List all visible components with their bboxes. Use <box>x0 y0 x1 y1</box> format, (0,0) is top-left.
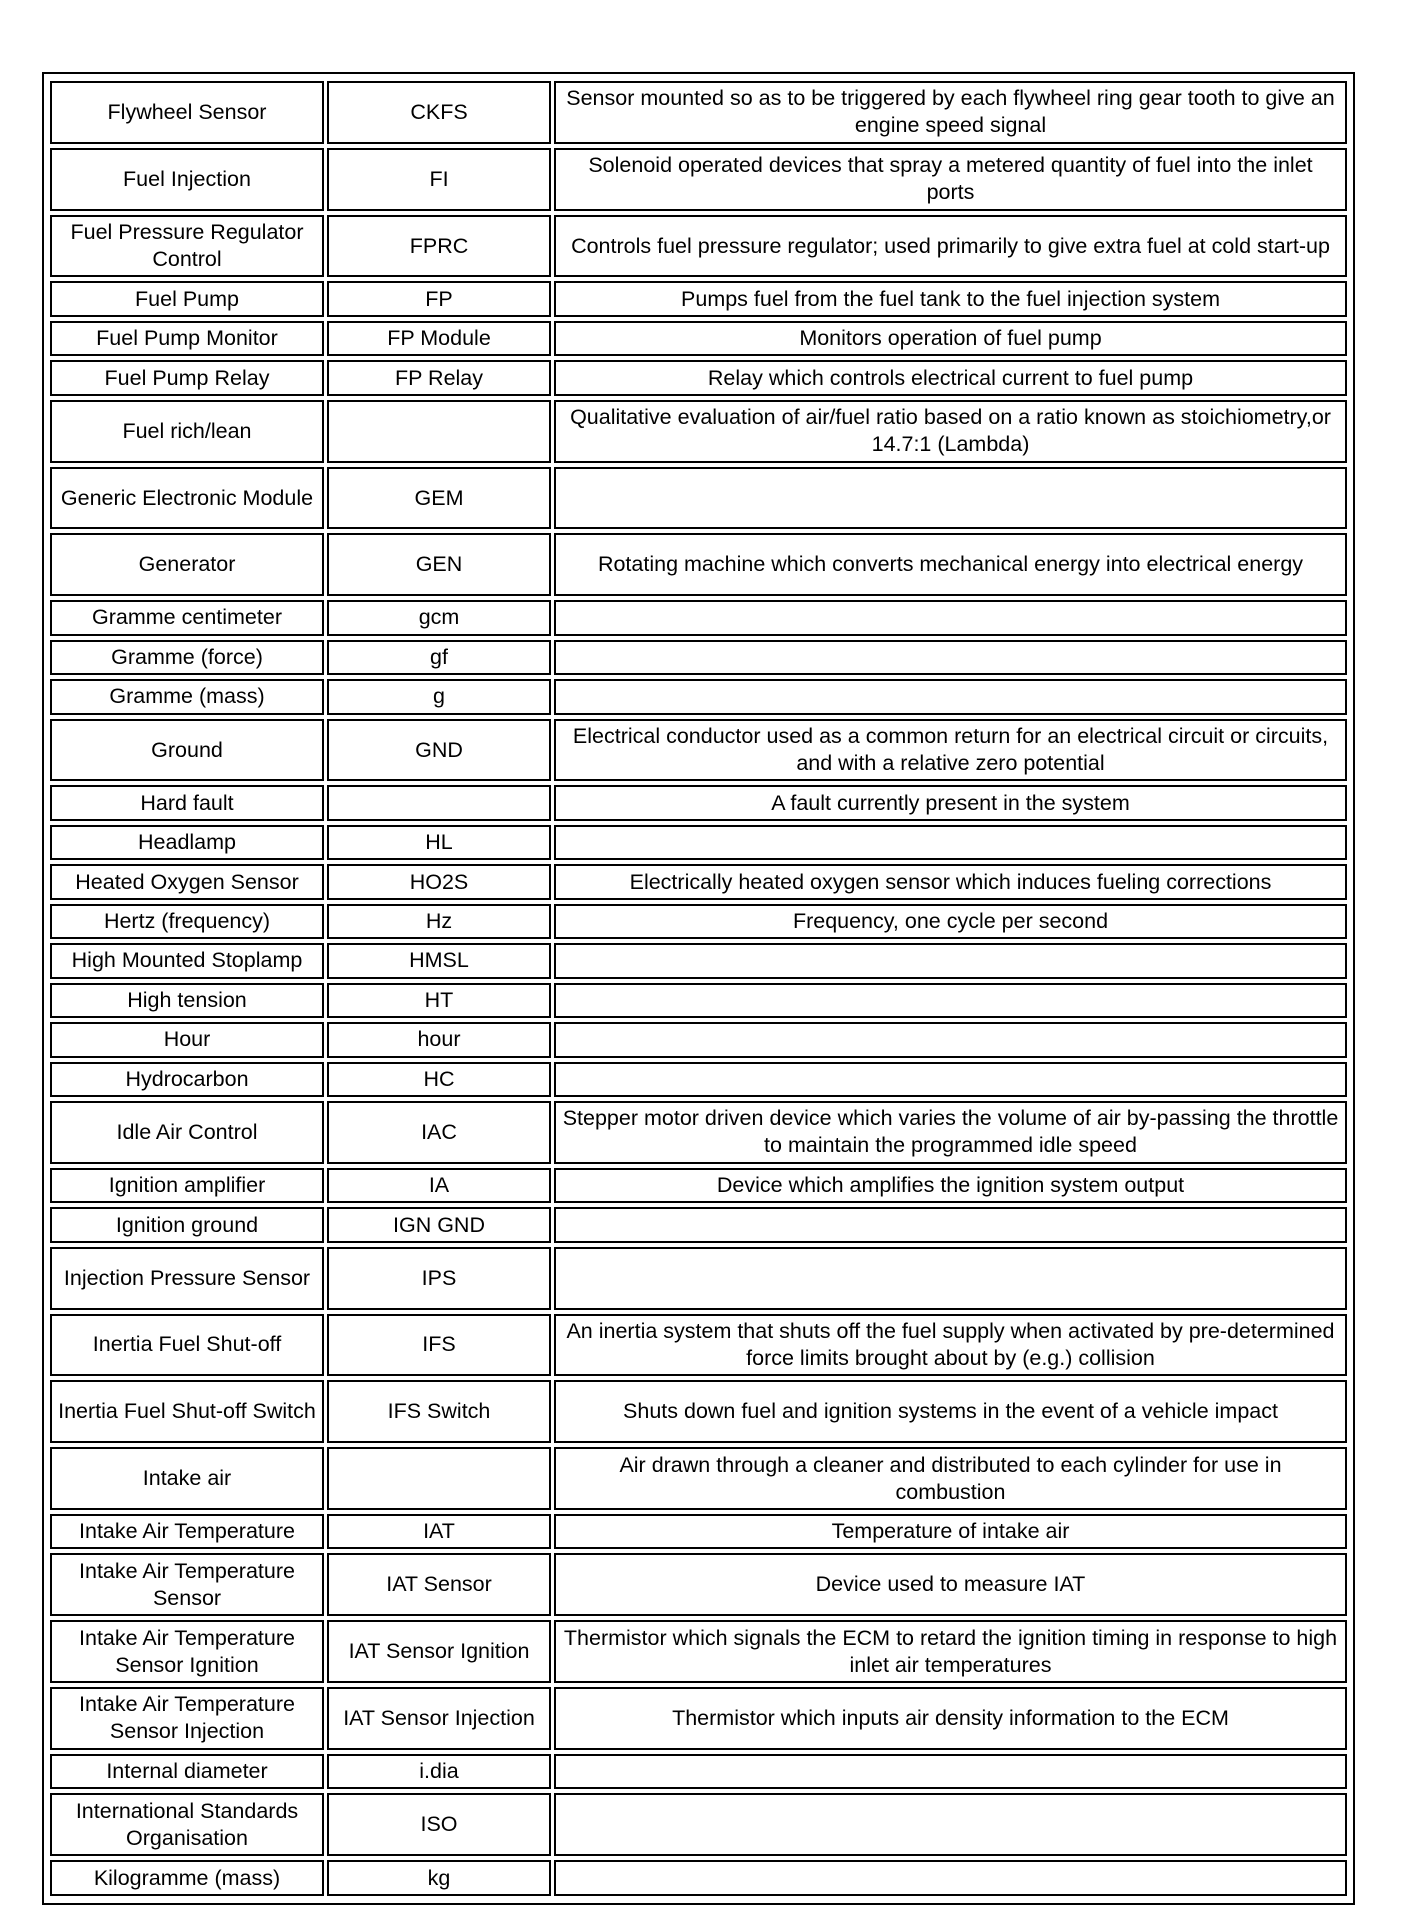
description-cell <box>554 1022 1347 1057</box>
description-cell <box>554 1793 1347 1856</box>
term-cell: Ignition amplifier <box>50 1168 324 1203</box>
description-cell: Device used to measure IAT <box>554 1553 1347 1616</box>
description-cell <box>554 1247 1347 1310</box>
table-row <box>50 904 1347 939</box>
abbreviation-cell: FPRC <box>327 215 551 278</box>
abbreviation-cell: IGN GND <box>327 1207 551 1242</box>
table-row <box>50 1022 1347 1057</box>
description-cell: An inertia system that shuts off the fuel supply when activated by pre-determined force limits brought about by (e.g.) collision <box>554 1314 1347 1377</box>
description-cell: Qualitative evaluation of air/fuel ratio based on a ratio known as stoichiometry,or 14.7:1 (Lambda) <box>554 400 1347 463</box>
term-cell: High tension <box>50 983 324 1018</box>
term-cell: Gramme (mass) <box>50 679 324 714</box>
term-cell: International Standards Organisation <box>50 1793 324 1856</box>
abbreviation-cell: HL <box>327 825 551 860</box>
term-cell: Inertia Fuel Shut-off Switch <box>50 1380 324 1443</box>
abbreviation-cell: GEM <box>327 467 551 530</box>
term-cell: Intake Air Temperature Sensor <box>50 1553 324 1616</box>
description-cell: Solenoid operated devices that spray a metered quantity of fuel into the inlet ports <box>554 148 1347 211</box>
term-cell: Hydrocarbon <box>50 1062 324 1097</box>
abbreviation-cell: HMSL <box>327 943 551 978</box>
abbreviation-cell: IFS Switch <box>327 1380 551 1443</box>
table-row <box>50 1314 1347 1377</box>
term-cell: Fuel Pump Monitor <box>50 321 324 356</box>
table-row <box>50 983 1347 1018</box>
abbreviation-cell: FP Module <box>327 321 551 356</box>
abbreviation-cell: IA <box>327 1168 551 1203</box>
abbreviation-cell: FI <box>327 148 551 211</box>
table-row <box>50 1754 1347 1789</box>
table-row <box>50 719 1347 782</box>
term-cell: Fuel rich/lean <box>50 400 324 463</box>
table-row <box>50 321 1347 356</box>
abbreviation-cell: g <box>327 679 551 714</box>
abbreviation-cell: GND <box>327 719 551 782</box>
table-row <box>50 1793 1347 1856</box>
abbreviation-cell: IAT Sensor Ignition <box>327 1620 551 1683</box>
description-cell: Temperature of intake air <box>554 1514 1347 1549</box>
abbreviations-table <box>47 77 1350 1900</box>
term-cell: Generic Electronic Module <box>50 467 324 530</box>
table-row <box>50 679 1347 714</box>
description-cell <box>554 640 1347 675</box>
abbreviation-cell: IAT <box>327 1514 551 1549</box>
abbreviation-cell: ISO <box>327 1793 551 1856</box>
term-cell: Intake Air Temperature Sensor Injection <box>50 1687 324 1750</box>
glossary-frame <box>42 72 1355 1905</box>
term-cell: Intake Air Temperature Sensor Ignition <box>50 1620 324 1683</box>
description-cell <box>554 1207 1347 1242</box>
term-cell: Intake Air Temperature <box>50 1514 324 1549</box>
abbreviation-cell <box>327 400 551 463</box>
term-cell: Hard fault <box>50 785 324 820</box>
description-cell <box>554 1062 1347 1097</box>
abbreviation-cell: IAT Sensor Injection <box>327 1687 551 1750</box>
abbreviation-cell: HO2S <box>327 864 551 899</box>
description-cell: Electrically heated oxygen sensor which induces fueling corrections <box>554 864 1347 899</box>
table-row <box>50 600 1347 635</box>
table-row <box>50 1207 1347 1242</box>
table-row <box>50 360 1347 395</box>
table-row <box>50 1062 1347 1097</box>
description-cell: Controls fuel pressure regulator; used primarily to give extra fuel at cold start-up <box>554 215 1347 278</box>
table-row <box>50 215 1347 278</box>
description-cell: Thermistor which signals the ECM to retard the ignition timing in response to high inlet air temperatures <box>554 1620 1347 1683</box>
description-cell: Thermistor which inputs air density information to the ECM <box>554 1687 1347 1750</box>
description-cell <box>554 943 1347 978</box>
term-cell: Fuel Injection <box>50 148 324 211</box>
term-cell: Internal diameter <box>50 1754 324 1789</box>
term-cell: Kilogramme (mass) <box>50 1860 324 1896</box>
description-cell <box>554 467 1347 530</box>
abbreviation-cell: HC <box>327 1062 551 1097</box>
table-row <box>50 1247 1347 1310</box>
term-cell: Inertia Fuel Shut-off <box>50 1314 324 1377</box>
term-cell: Fuel Pressure Regulator Control <box>50 215 324 278</box>
description-cell: Frequency, one cycle per second <box>554 904 1347 939</box>
table-row <box>50 533 1347 596</box>
abbreviation-cell: Hz <box>327 904 551 939</box>
table-row <box>50 864 1347 899</box>
table-row <box>50 1447 1347 1510</box>
term-cell: Flywheel Sensor <box>50 81 324 144</box>
table-row <box>50 1168 1347 1203</box>
term-cell: Injection Pressure Sensor <box>50 1247 324 1310</box>
table-row <box>50 1620 1347 1683</box>
description-cell <box>554 600 1347 635</box>
abbreviation-cell: FP <box>327 281 551 316</box>
abbreviation-cell: i.dia <box>327 1754 551 1789</box>
description-cell: Pumps fuel from the fuel tank to the fuel injection system <box>554 281 1347 316</box>
table-row <box>50 400 1347 463</box>
description-cell <box>554 983 1347 1018</box>
description-cell: Electrical conductor used as a common return for an electrical circuit or circuits, and with a relative zero potential <box>554 719 1347 782</box>
table-row <box>50 825 1347 860</box>
description-cell <box>554 825 1347 860</box>
term-cell: Ground <box>50 719 324 782</box>
table-row <box>50 81 1347 144</box>
description-cell: A fault currently present in the system <box>554 785 1347 820</box>
description-cell <box>554 1860 1347 1896</box>
term-cell: Fuel Pump Relay <box>50 360 324 395</box>
description-cell: Sensor mounted so as to be triggered by each flywheel ring gear tooth to give an engine speed signal <box>554 81 1347 144</box>
abbreviation-cell: IAT Sensor <box>327 1553 551 1616</box>
abbreviation-cell: HT <box>327 983 551 1018</box>
description-cell: Air drawn through a cleaner and distributed to each cylinder for use in combustion <box>554 1447 1347 1510</box>
term-cell: Heated Oxygen Sensor <box>50 864 324 899</box>
table-row <box>50 1101 1347 1164</box>
term-cell: High Mounted Stoplamp <box>50 943 324 978</box>
abbreviation-cell: hour <box>327 1022 551 1057</box>
abbreviation-cell: IAC <box>327 1101 551 1164</box>
description-cell: Relay which controls electrical current to fuel pump <box>554 360 1347 395</box>
table-row <box>50 467 1347 530</box>
description-cell: Stepper motor driven device which varies the volume of air by-passing the throttle to maintain the programmed idle speed <box>554 1101 1347 1164</box>
term-cell: Ignition ground <box>50 1207 324 1242</box>
table-row <box>50 943 1347 978</box>
abbreviation-cell <box>327 785 551 820</box>
table-row <box>50 785 1347 820</box>
table-row <box>50 148 1347 211</box>
table-row <box>50 1687 1347 1750</box>
term-cell: Fuel Pump <box>50 281 324 316</box>
abbreviation-cell: gf <box>327 640 551 675</box>
abbreviation-cell: gcm <box>327 600 551 635</box>
description-cell <box>554 679 1347 714</box>
abbreviation-cell: IPS <box>327 1247 551 1310</box>
description-cell <box>554 1754 1347 1789</box>
term-cell: Headlamp <box>50 825 324 860</box>
table-row <box>50 1514 1347 1549</box>
description-cell: Rotating machine which converts mechanical energy into electrical energy <box>554 533 1347 596</box>
abbreviation-cell: CKFS <box>327 81 551 144</box>
term-cell: Gramme centimeter <box>50 600 324 635</box>
description-cell: Monitors operation of fuel pump <box>554 321 1347 356</box>
table-row <box>50 281 1347 316</box>
table-row <box>50 1553 1347 1616</box>
table-row <box>50 1380 1347 1443</box>
table-body <box>50 81 1347 1896</box>
term-cell: Hertz (frequency) <box>50 904 324 939</box>
table-row <box>50 1860 1347 1896</box>
term-cell: Hour <box>50 1022 324 1057</box>
abbreviation-cell: kg <box>327 1860 551 1896</box>
term-cell: Idle Air Control <box>50 1101 324 1164</box>
table-row <box>50 640 1347 675</box>
description-cell: Shuts down fuel and ignition systems in the event of a vehicle impact <box>554 1380 1347 1443</box>
abbreviation-cell: IFS <box>327 1314 551 1377</box>
term-cell: Generator <box>50 533 324 596</box>
abbreviation-cell: GEN <box>327 533 551 596</box>
description-cell: Device which amplifies the ignition system output <box>554 1168 1347 1203</box>
abbreviation-cell <box>327 1447 551 1510</box>
term-cell: Intake air <box>50 1447 324 1510</box>
abbreviation-cell: FP Relay <box>327 360 551 395</box>
term-cell: Gramme (force) <box>50 640 324 675</box>
